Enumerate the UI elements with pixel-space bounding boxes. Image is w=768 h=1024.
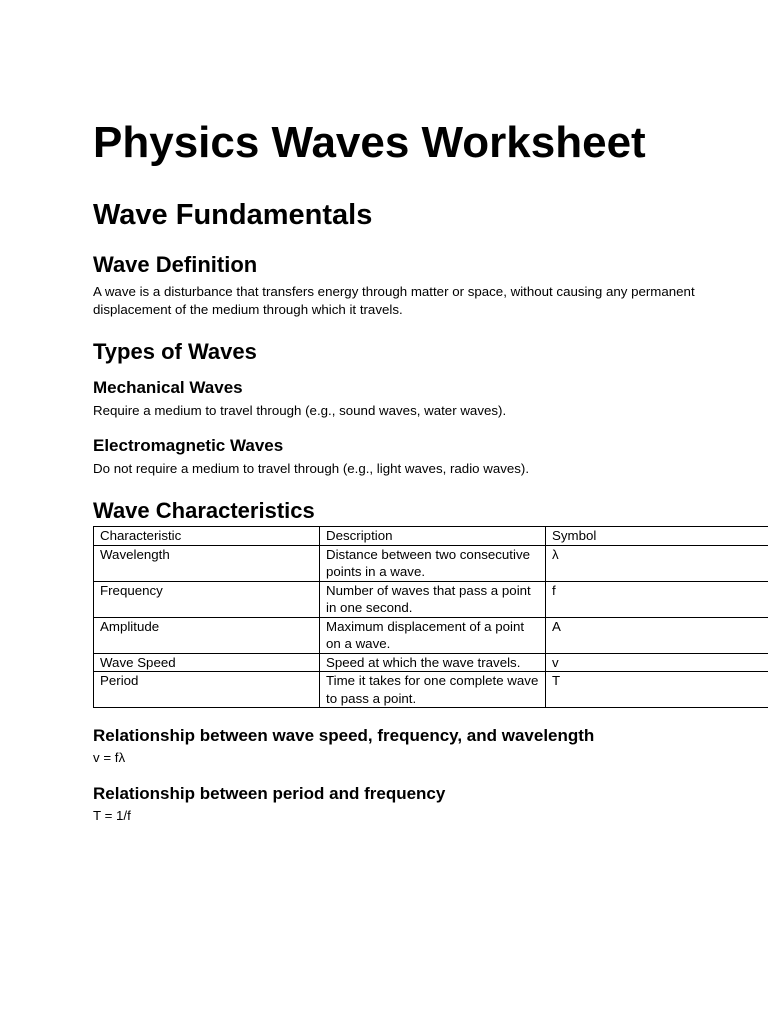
table-cell: Number of waves that pass a point in one second. (320, 581, 546, 617)
column-header: Symbol (546, 527, 768, 546)
table-cell: v (546, 653, 768, 672)
column-header: Characteristic (94, 527, 320, 546)
table-cell: Time it takes for one complete wave to pass a point. (320, 672, 546, 708)
period-relationship-heading: Relationship between period and frequency (93, 783, 446, 803)
table-cell: A (546, 617, 768, 653)
period-relationship-formula: T = 1/f (93, 807, 131, 823)
column-header: Description (320, 527, 546, 546)
characteristics-heading: Wave Characteristics (93, 498, 315, 523)
table-row (94, 617, 768, 653)
table-cell: Wavelength (94, 545, 320, 581)
table-cell: Maximum displacement of a point on a wave. (320, 617, 546, 653)
definition-heading: Wave Definition (93, 252, 258, 277)
table-cell: Period (94, 672, 320, 708)
table-cell: T (546, 672, 768, 708)
table-cell: λ (546, 545, 768, 581)
electromagnetic-text: Do not require a medium to travel through (e.g., light waves, radio waves). (93, 460, 530, 476)
table-row (94, 672, 768, 708)
table-row (94, 653, 768, 672)
characteristics-table (93, 526, 768, 708)
table-cell: f (546, 581, 768, 617)
table-cell: Speed at which the wave travels. (320, 653, 546, 672)
table-cell: Frequency (94, 581, 320, 617)
table-cell: Distance between two consecutive points in a wave. (320, 545, 546, 581)
mechanical-heading: Mechanical Waves (93, 378, 243, 397)
table-cell: Amplitude (94, 617, 320, 653)
table-header-row (94, 527, 768, 546)
speed-relationship-formula: v = fλ (93, 750, 126, 765)
table-row (94, 545, 768, 581)
worksheet-page (93, 118, 768, 824)
table-row (94, 581, 768, 617)
electromagnetic-heading: Electromagnetic Waves (93, 435, 284, 455)
types-heading: Types of Waves (93, 339, 257, 364)
mechanical-text: Require a medium to travel through (e.g., sound waves, water waves). (93, 403, 507, 418)
section-title: Wave Fundamentals (93, 199, 373, 231)
speed-relationship-heading: Relationship between wave speed, frequency, and wavelength (93, 726, 595, 745)
definition-text: A wave is a disturbance that transfers energy through matter or space, without causing any permanent displacement of the medium through which it travels. (93, 284, 695, 317)
table-cell: Wave Speed (94, 653, 320, 672)
document-title: Physics Waves Worksheet (93, 118, 646, 167)
